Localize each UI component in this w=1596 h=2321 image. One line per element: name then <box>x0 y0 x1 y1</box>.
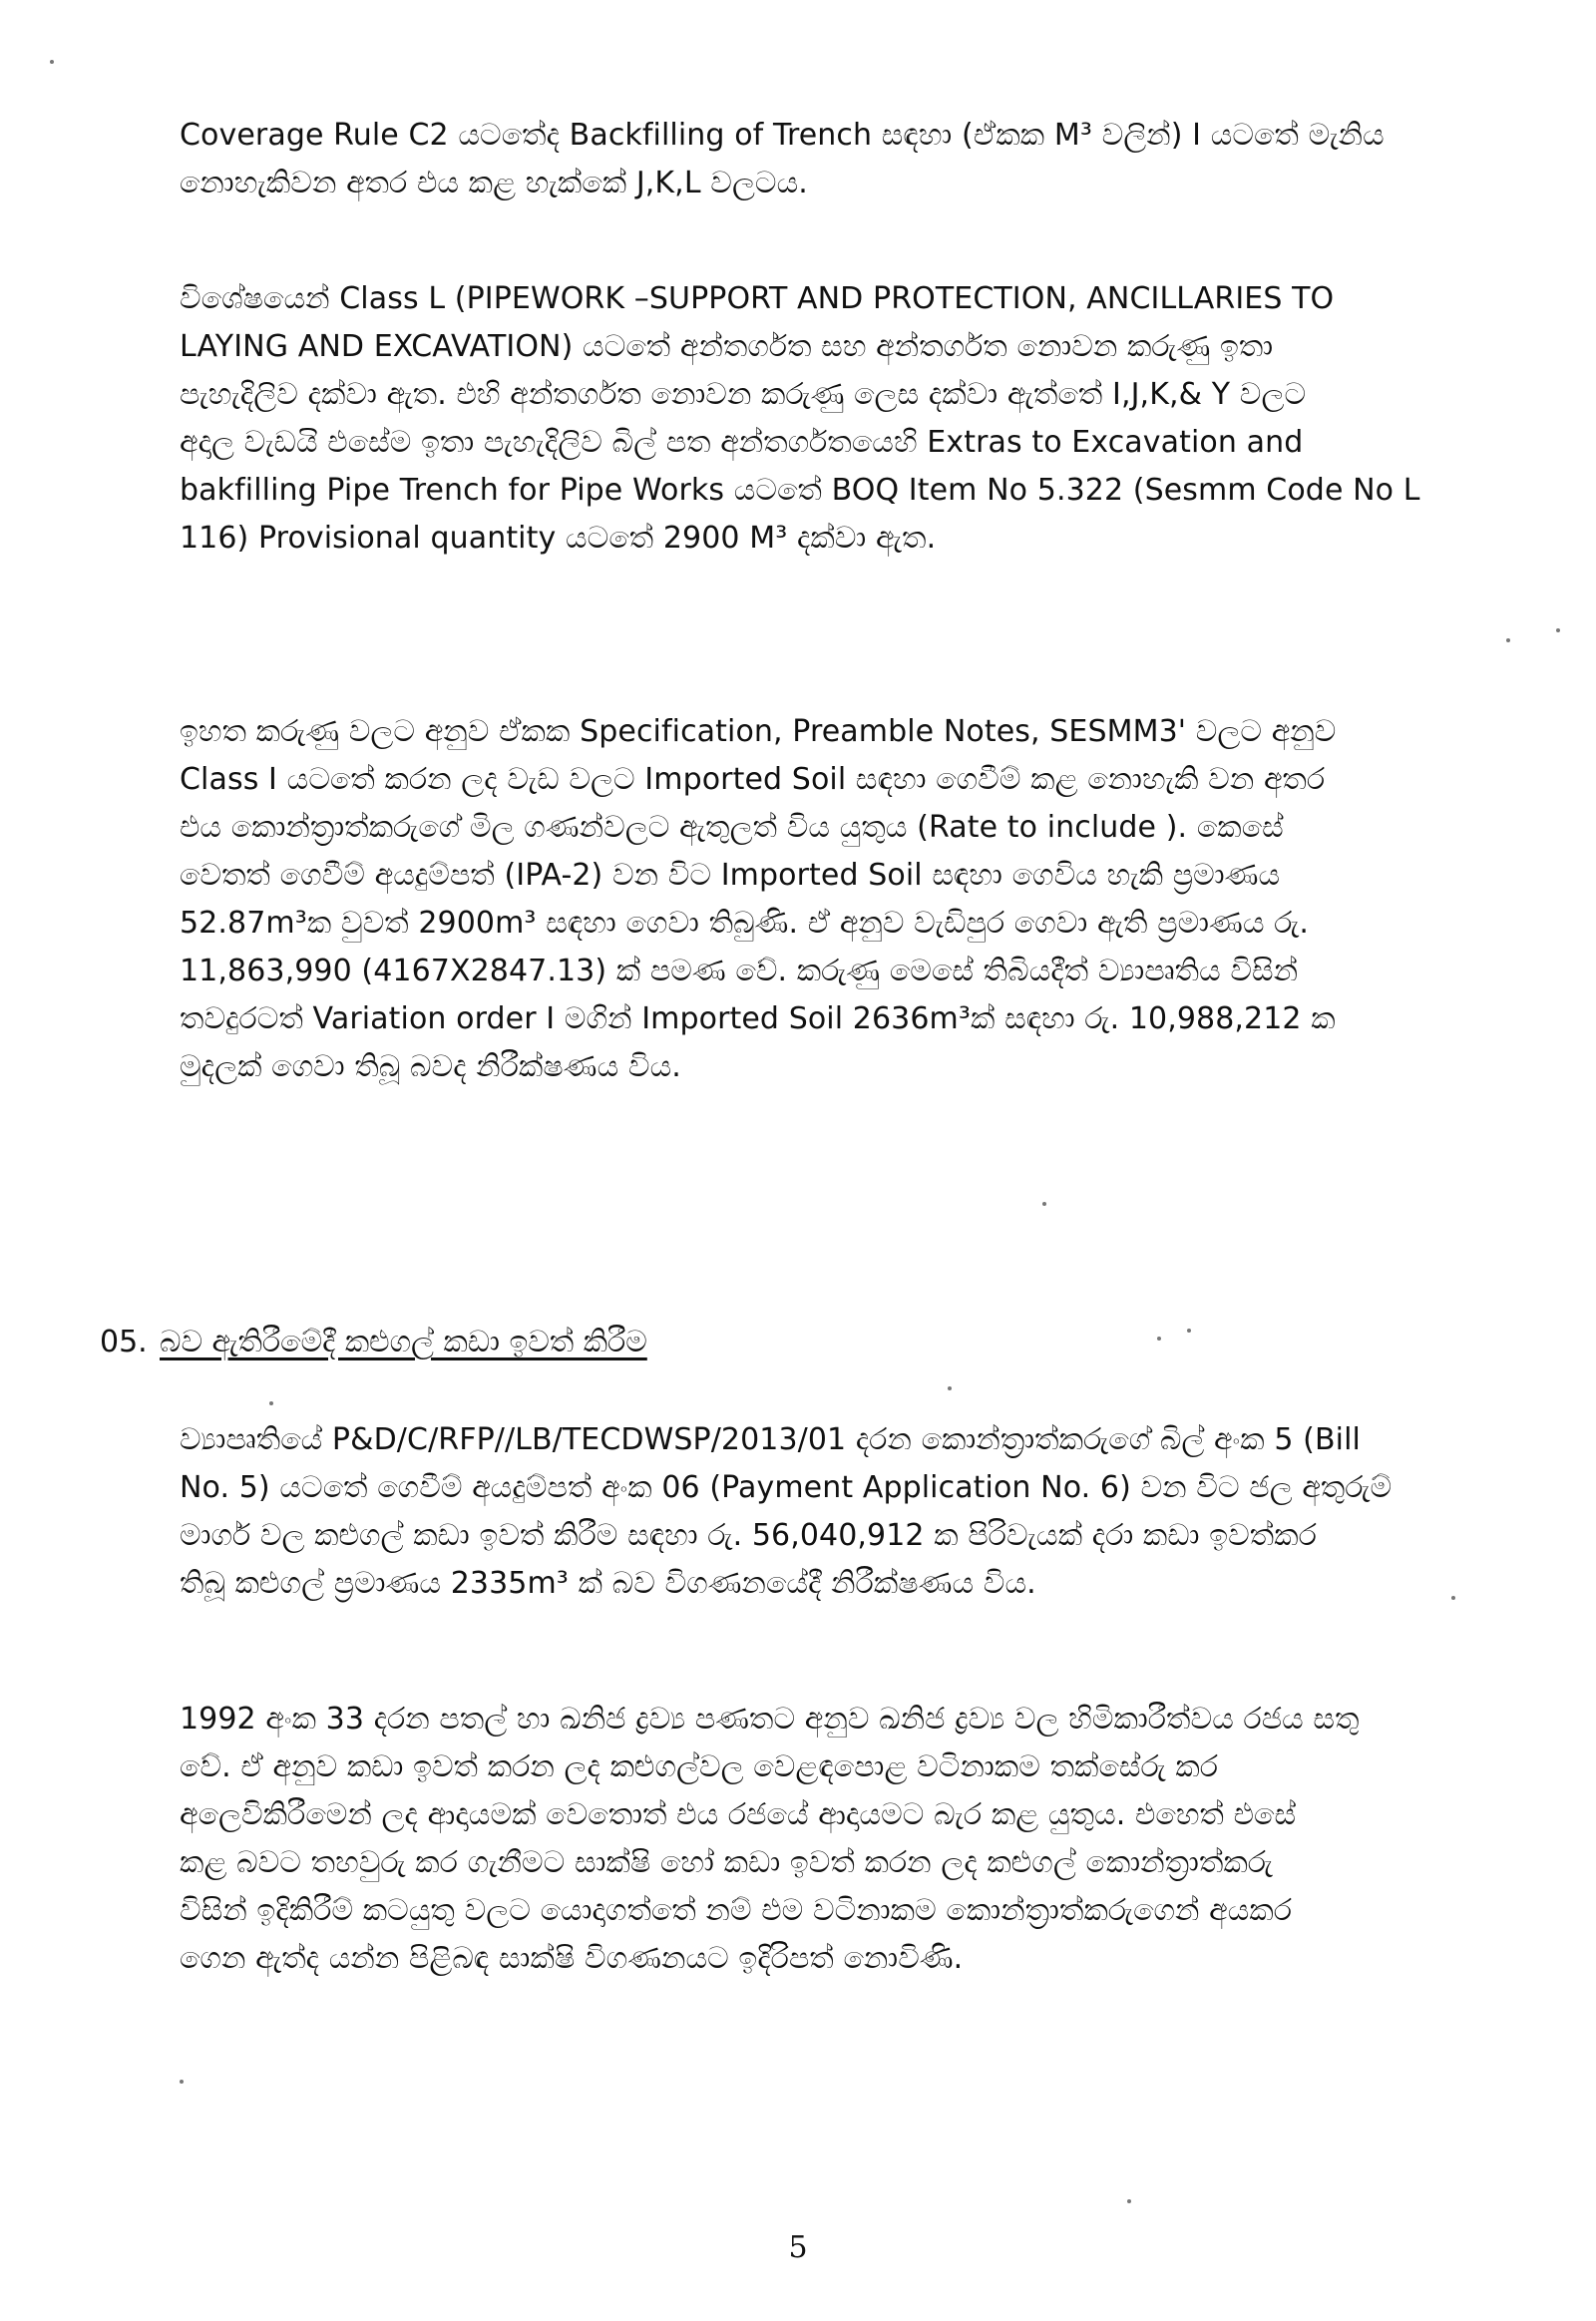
paragraph-imported-soil <box>180 708 1436 1091</box>
scan-speck <box>269 1401 273 1405</box>
text-line: bakfilling Pipe Trench for Pipe Works යටතේ BOQ Item No 5.322 (Sesmm Code No L <box>180 473 1420 508</box>
text-line: මාර්ග වල කළුගල් කඩා ඉවත් කිරීම සඳහා රු. 56,040,912 ක පිරිවැයක් දරා කඩා ඉවත්කර <box>180 1518 1317 1553</box>
text-line: එය කොන්ත්‍රාත්කරුගේ මිල ගණන්වලට ඇතුලත් විය යුතුය (Rate to include ). කෙසේ <box>180 810 1284 845</box>
scan-speck <box>948 1386 952 1390</box>
text-line: වෙතත් ගෙවීම් අයදුම්පත් (IPA-2) වන විට Imported Soil සඳහා ගෙවිය හැකි ප්‍රමාණය <box>180 858 1281 893</box>
scan-speck <box>180 2080 184 2084</box>
text-line: තවදුරටත් Variation order I මගින් Imported Soil 2636m³ක් සඳහා රු. 10,988,212 ක <box>180 1001 1336 1036</box>
text-line: තිබූ කළුගල් ප්‍රමාණය 2335m³ ක් බව විගණනයේදී නිරීක්ෂණය විය. <box>180 1566 1036 1601</box>
text-line: විසින් ඉදිකිරීම් කටයුතු වලට යොදාගත්තේ නම් එම වටිනාකම කොන්ත්‍රාත්කරුගෙන් අයකර <box>180 1893 1293 1928</box>
paragraph-bill-5 <box>180 1416 1436 1608</box>
text-line: අදාල වැඩයි එසේම ඉතා පැහැදිලිව බිල් පත අන්තර්ගතයෙහි Extras to Excavation and <box>180 425 1304 460</box>
paragraph-mines-act <box>180 1696 1436 1983</box>
page-number: 5 <box>788 2230 808 2265</box>
text-line: No. 5) යටතේ ගෙවීම් අයදුම්පත් අංක 06 (Payment Application No. 6) වන විට ජල අතුරුම් <box>180 1470 1393 1505</box>
scan-speck <box>1127 2199 1131 2203</box>
scan-speck <box>1506 638 1510 642</box>
text-line: ඉහත කරුණු වලට අනුව ඒකක Specification, Preamble Notes, SESMM3' වලට අනුව <box>180 714 1337 749</box>
text-line: ගෙන ඇත්ද යන්න පිළිබඳ සාක්ෂි විගණනයට ඉදිරිපත් නොවිණි. <box>180 1941 964 1976</box>
scan-speck <box>50 60 54 64</box>
text-line: 52.87m³ක වුවත් 2900m³ සඳහා ගෙවා තිබුණි. ඒ අනුව වැඩිපුර ගෙවා ඇති ප්‍රමාණය රු. <box>180 906 1310 941</box>
paragraph-class-l <box>180 275 1436 563</box>
paragraph-coverage-rule <box>180 112 1436 207</box>
section-number: 05. <box>100 1325 148 1359</box>
text-line: 116) Provisional quantity යටතේ 2900 M³ දක්වා ඇත. <box>180 521 937 556</box>
text-line: කළ බවට තහවුරු කර ගැනීමට සාක්ෂි හෝ කඩා ඉවත් කරන ලද කළුගල් කොන්ත්‍රාත්කරු <box>180 1845 1274 1880</box>
text-line: Coverage Rule C2 යටතේද Backfilling of Trench සඳහා (ඒකක M³ වලින්) I යටතේ මැනිය <box>180 118 1385 153</box>
text-line: නොහැකිවන අතර එය කළ හැක්කේ J,K,L වලටය. <box>180 166 808 200</box>
text-line: විශේෂයෙන් Class L (PIPEWORK –SUPPORT AND PROTECTION, ANCILLARIES TO <box>180 281 1335 316</box>
text-line: LAYING AND EXCAVATION) යටතේ අන්තර්ගත සහ අන්තර්ගත නොවන කරුණු ඉතා <box>180 329 1274 364</box>
scan-speck <box>1451 1596 1455 1600</box>
scan-speck <box>1157 1337 1161 1341</box>
scan-speck <box>1556 628 1560 632</box>
text-line: 11,863,990 (4167X2847.13) ක් පමණ වේ. කරුණු මෙසේ තිබියදීත් ව්‍යාපෘතිය විසින් <box>180 954 1299 988</box>
text-line: 1992 අංක 33 දරන පතල් හා ඛනිජ ද්‍රව්‍ය පණතට අනුව ඛනිජ ද්‍රව්‍ය වල හිමිකාරීත්වය රජය සතු <box>180 1702 1360 1737</box>
section-heading <box>100 1319 647 1366</box>
scan-speck <box>1187 1329 1191 1333</box>
text-line: මුදලක් ගෙවා තිබූ බවද නිරීක්ෂණය විය. <box>180 1049 681 1084</box>
text-line: වේ. ඒ අනුව කඩා ඉවත් කරන ලද කළුගල්වල වෙළඳපොළ වටිනාකම තක්සේරු කර <box>180 1749 1219 1784</box>
text-line: Class I යටතේ කරන ලද වැඩ වලට Imported Soil සඳහා ගෙවීම් කළ නොහැකි වන අතර <box>180 762 1326 797</box>
scan-speck <box>1042 1202 1046 1206</box>
section-title: බව ඇතිරීමේදී කළුගල් කඩා ඉවත් කිරීම <box>160 1325 647 1359</box>
text-line: පැහැදිලිව දක්වා ඇත. එහි අන්තර්ගත නොවන කරුණු ලෙස දක්වා ඇත්තේ I,J,K,& Y වලට <box>180 377 1307 412</box>
text-line: ව්‍යාපෘතියේ P&D/C/RFP//LB/TECDWSP/2013/01 දරන කොන්ත්‍රාත්කරුගේ බිල් අංක 5 (Bill <box>180 1422 1361 1457</box>
text-line: අලෙවිකිරීමෙන් ලද ආදායමක් වෙතොත් එය රජයේ ආදායමට බැර කළ යුතුය. එහෙත් එසේ <box>180 1797 1297 1832</box>
